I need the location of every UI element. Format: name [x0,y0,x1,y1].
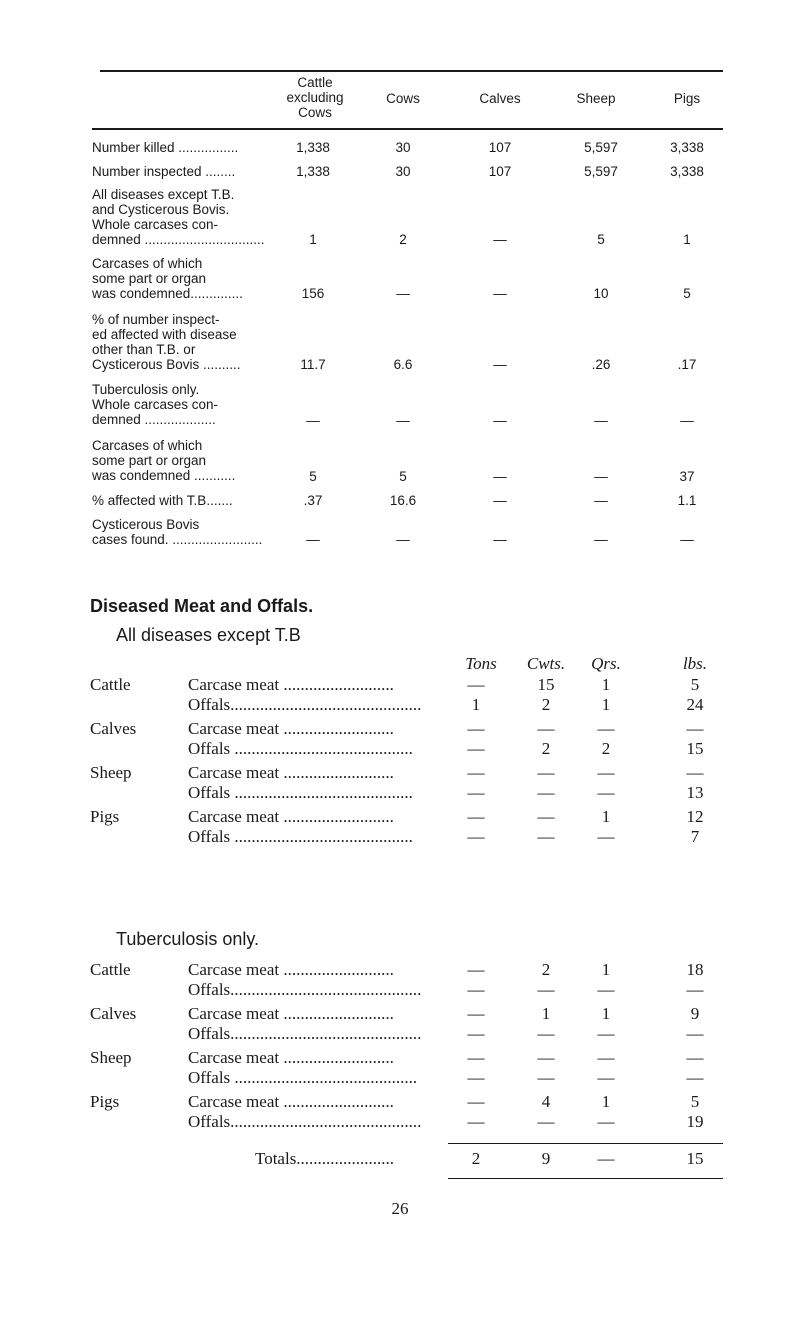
totals-top-rule [448,1143,723,1144]
cell-lbs: — [686,763,704,782]
item-label: Carcase meat .......................... [188,764,394,782]
row-label-line: and Cysticerous Bovis. [92,202,230,217]
header-sheep: Sheep [576,91,616,106]
row-label-line: All diseases except T.B. [92,187,235,202]
cell-cwts: — [537,807,555,826]
cell-sheep: 10 [593,286,609,301]
item-label: Carcase meat .......................... [188,1049,394,1067]
cell-qrs: 1 [601,807,611,826]
cell-tons: — [467,719,485,738]
cell-cattle: — [306,413,320,428]
cell-cwts: — [537,1112,555,1131]
item-label: Offals............................................. [188,696,422,714]
animal-label: Calves [90,1004,137,1023]
row-label-line: demned ................... [92,412,216,427]
cell-cwts: 2 [541,739,551,758]
cell-lbs: 13 [686,783,704,802]
totals-lbs: 15 [686,1149,704,1168]
unit-qrs: Qrs. [591,654,621,673]
cell-lbs: 19 [686,1112,704,1131]
animal-label: Sheep [90,1048,132,1067]
header-cattle-line3: Cows [298,105,332,120]
row-label-line: was condemned ........... [92,468,236,483]
cell-lbs: 12 [686,807,704,826]
table-top-rule [100,70,723,72]
cell-qrs: — [597,980,615,999]
cell-qrs: 1 [601,1004,611,1023]
cell-cwts: — [537,980,555,999]
totals-qrs: — [597,1149,615,1168]
row-label-carcases-part-organ [92,256,282,301]
cell-calves: — [493,286,507,301]
cell-pigs: 37 [679,469,695,484]
cell-lbs: — [686,719,704,738]
row-label-line: cases found. ........................ [92,532,263,547]
cell-qrs: — [597,1112,615,1131]
header-calves: Calves [479,91,521,106]
header-cattle-line1: Cattle [297,75,333,90]
row-label-all-diseases-whole [92,187,282,247]
cell-lbs: — [686,1068,704,1087]
cell-calves: — [493,413,507,428]
header-cattle-line2: excluding [286,90,344,105]
item-label: Offals............................................. [188,1113,422,1131]
cell-tons: — [467,980,485,999]
cell-tons: — [467,763,485,782]
row-label-line: Number killed ................ [92,140,239,155]
cell-pigs: 3,338 [670,140,704,155]
cell-lbs: 5 [690,1092,700,1111]
cell-tons: 1 [471,695,481,714]
cell-sheep: 5 [597,232,605,247]
cell-tons: — [467,827,485,846]
animal-label: Pigs [90,807,120,826]
row-label-line: Whole carcases con- [92,217,219,232]
cell-lbs: 24 [686,695,704,714]
cell-pigs: .17 [677,357,697,372]
cell-sheep: — [594,469,608,484]
cell-tons: — [467,960,485,979]
cell-cows: — [396,532,410,547]
cell-qrs: — [597,783,615,802]
animal-label: Pigs [90,1092,120,1111]
cell-sheep: 5,597 [584,164,618,179]
cell-calves: — [493,493,507,508]
cell-tons: — [467,1048,485,1067]
cell-cattle: 1,338 [296,140,330,155]
row-label-number-inspected [92,164,282,179]
cell-lbs: — [686,980,704,999]
cell-cows: 5 [399,469,407,484]
cell-qrs: — [597,763,615,782]
diseased-title: Diseased Meat and Offals. [90,596,314,616]
cell-cwts: — [537,719,555,738]
row-label-line: Tuberculosis only. [92,382,200,397]
cell-cwts: — [537,1068,555,1087]
cell-cows: — [396,413,410,428]
cell-cwts: 2 [541,695,551,714]
row-label-tuberculosis-whole [92,382,282,427]
cell-qrs: 1 [601,695,611,714]
row-label-percent-affected-disease [92,312,282,372]
cell-qrs: 1 [601,960,611,979]
section1-title: All diseases except T.B [116,625,301,645]
cell-tons: — [467,1024,485,1043]
cell-calves: 107 [488,140,512,155]
cell-cows: 30 [395,140,411,155]
row-label-line: % of number inspect- [92,312,220,327]
unit-tons: Tons [465,654,497,673]
cell-tons: — [467,1112,485,1131]
row-label-line: was condemned.............. [92,286,243,301]
cell-cwts: — [537,763,555,782]
totals-tons: 2 [471,1149,481,1168]
totals-cwts: 9 [541,1149,551,1168]
cell-pigs: 1 [683,232,691,247]
cell-sheep: — [594,532,608,547]
cell-pigs: 3,338 [670,164,704,179]
cell-pigs: 5 [683,286,691,301]
item-label: Carcase meat .......................... [188,1093,394,1111]
header-cattle [275,75,355,120]
header-bottom-rule [92,128,723,130]
cell-sheep: 5,597 [584,140,618,155]
item-label: Offals............................................. [188,1025,422,1043]
cell-cwts: — [537,1024,555,1043]
animal-label: Sheep [90,763,132,782]
cell-tons: — [467,739,485,758]
row-label-line: Cysticerous Bovis [92,517,200,532]
cell-qrs: 1 [601,1092,611,1111]
animal-label: Cattle [90,675,131,694]
cell-cwts: 15 [537,675,555,694]
cell-lbs: 7 [690,827,700,846]
row-label-number-killed [92,140,282,155]
cell-cows: 6.6 [393,357,413,372]
page-number: 26 [391,1199,409,1218]
cell-lbs: 15 [686,739,704,758]
item-label: Offals ........................................... [188,1069,418,1087]
cell-cattle: 11.7 [300,357,326,372]
item-label: Offals .......................................... [188,828,413,846]
cell-qrs: — [597,827,615,846]
cell-lbs: 9 [690,1004,700,1023]
row-label-line: Carcases of which [92,256,203,271]
cell-qrs: — [597,719,615,738]
item-label: Carcase meat .......................... [188,961,394,979]
cell-calves: — [493,469,507,484]
cell-sheep: .26 [591,357,611,372]
cell-pigs: 1.1 [677,493,697,508]
row-label-tb-carcases-part [92,438,282,483]
cell-cattle: — [306,532,320,547]
totals-label: Totals....................... [255,1150,395,1168]
row-label-percent-affected-tb [92,493,282,508]
cell-qrs: — [597,1068,615,1087]
cell-calves: — [493,532,507,547]
row-label-line: other than T.B. or [92,342,196,357]
cell-cattle: 156 [301,286,325,301]
row-label-cysticerous-cases [92,517,282,547]
cell-lbs: — [686,1048,704,1067]
row-label-line: Number inspected ........ [92,164,236,179]
cell-tons: — [467,675,485,694]
item-label: Offals .......................................... [188,784,413,802]
cell-tons: — [467,1068,485,1087]
cell-cattle: 1 [309,232,317,247]
row-label-line: Whole carcases con- [92,397,219,412]
cell-lbs: 18 [686,960,704,979]
cell-lbs: — [686,1024,704,1043]
cell-calves: 107 [488,164,512,179]
section2-title: Tuberculosis only. [116,929,260,949]
cell-cwts: — [537,827,555,846]
cell-tons: — [467,1092,485,1111]
cell-cwts: — [537,783,555,802]
header-cows: Cows [386,91,420,106]
cell-qrs: — [597,1048,615,1067]
row-label-line: ed affected with disease [92,327,237,342]
cell-sheep: — [594,413,608,428]
cell-tons: — [467,1004,485,1023]
cell-cattle: 1,338 [296,164,330,179]
cell-cows: 2 [399,232,407,247]
row-label-line: some part or organ [92,271,207,286]
row-label-line: some part or organ [92,453,207,468]
unit-lbs: lbs. [682,654,708,673]
cell-cwts: 1 [541,1004,551,1023]
cell-pigs: — [680,532,694,547]
item-label: Carcase meat .......................... [188,808,394,826]
cell-cattle: 5 [309,469,317,484]
cell-cwts: 2 [541,960,551,979]
row-label-line: % affected with T.B....... [92,493,233,508]
item-label: Carcase meat .......................... [188,676,394,694]
cell-sheep: — [594,493,608,508]
unit-cwts: Cwts. [526,654,566,673]
cell-tons: — [467,807,485,826]
cell-qrs: 2 [601,739,611,758]
item-label: Offals .......................................... [188,740,413,758]
cell-cows: — [396,286,410,301]
cell-qrs: — [597,1024,615,1043]
cell-lbs: 5 [690,675,700,694]
cell-cows: 16.6 [389,493,417,508]
cell-calves: — [493,357,507,372]
item-label: Offals............................................. [188,981,422,999]
cell-cows: 30 [395,164,411,179]
item-label: Carcase meat .......................... [188,720,394,738]
cell-qrs: 1 [601,675,611,694]
cell-calves: — [493,232,507,247]
item-label: Carcase meat .......................... [188,1005,394,1023]
row-label-line: demned ................................ [92,232,265,247]
cell-cwts: — [537,1048,555,1067]
totals-bottom-rule [448,1178,723,1179]
cell-pigs: — [680,413,694,428]
cell-tons: — [467,783,485,802]
row-label-line: Cysticerous Bovis .......... [92,357,241,372]
cell-cattle: .37 [303,493,323,508]
row-label-line: Carcases of which [92,438,203,453]
header-pigs: Pigs [673,91,701,106]
cell-cwts: 4 [541,1092,551,1111]
animal-label: Calves [90,719,137,738]
animal-label: Cattle [90,960,131,979]
